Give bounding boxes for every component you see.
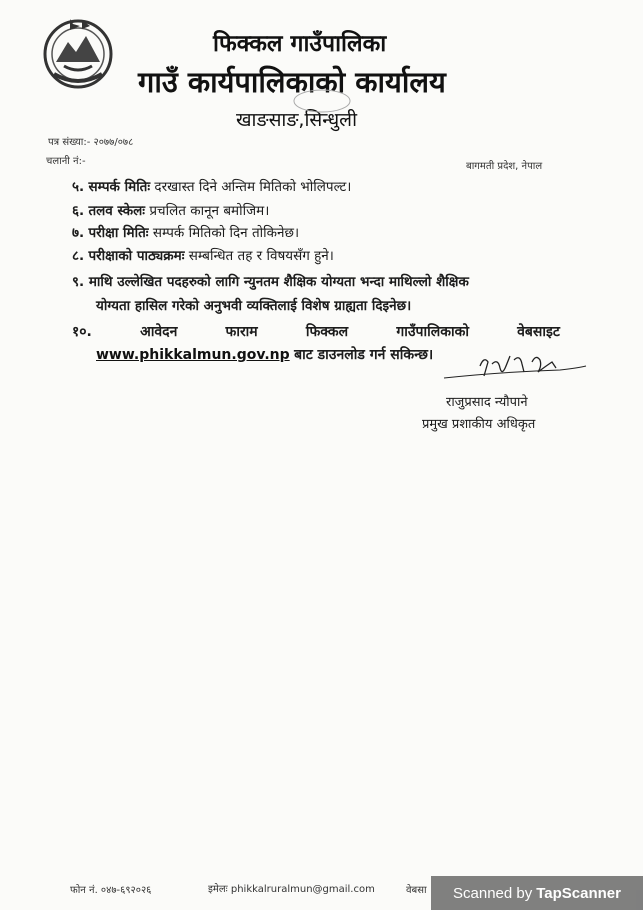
- faded-stamp-icon: [292, 88, 352, 114]
- signatory-designation: प्रमुख प्रशाकीय अधिकृत: [422, 417, 536, 432]
- office-address: खाङसाङ,सिन्धुली: [236, 109, 357, 131]
- footer-website-label: वेबसा: [406, 885, 427, 896]
- signature-icon: [440, 348, 590, 388]
- municipality-title: फिक्कल गाउँपालिका: [213, 31, 387, 57]
- item-text: बाट डाउनलोड गर्न सकिन्छ।: [294, 347, 434, 363]
- tapscanner-watermark: [431, 876, 643, 910]
- item-label: तलव स्केलः: [88, 203, 146, 219]
- list-item-10-continued: [96, 345, 433, 364]
- letter-number: पत्र संख्या:- २०७७/०७८: [48, 137, 134, 148]
- item-text: सम्बन्धित तह र विषयसँग हुने।: [188, 248, 334, 264]
- item-label: सम्पर्क मितिः: [88, 179, 151, 195]
- list-item-6: [72, 201, 269, 219]
- footer-email[interactable]: इमेलः phikkalruralmun@gmail.com: [208, 884, 375, 895]
- office-title: गाउँ कार्यपालिकाको कार्यालय: [138, 65, 446, 99]
- dispatch-number: चलानी नं:-: [46, 156, 86, 167]
- item-word: वेबसाइट: [517, 324, 560, 340]
- item-text: सम्पर्क मितिको दिन तोकिनेछ।: [152, 225, 300, 241]
- list-item-5: [72, 177, 351, 195]
- list-item-10: [72, 322, 560, 341]
- signatory-name: राजुप्रसाद न्यौपाने: [446, 395, 528, 410]
- watermark-brand: TapScanner: [536, 884, 621, 902]
- list-item-8: [72, 246, 334, 264]
- item-word: गाउँपालिकाको: [396, 324, 469, 340]
- item-text: दरखास्त दिने अन्तिम मितिको भोलिपल्ट।: [154, 179, 352, 195]
- item-number: ७.: [72, 225, 85, 241]
- watermark-prefix: Scanned by: [453, 884, 533, 902]
- item-word: फाराम: [225, 324, 258, 340]
- province-label: बागमती प्रदेश, नेपाल: [466, 161, 543, 172]
- website-link[interactable]: www.phikkalmun.gov.np: [96, 347, 290, 363]
- item-number: ९.: [72, 274, 85, 290]
- list-item-7: [72, 223, 299, 241]
- item-label: परीक्षा मितिः: [88, 225, 149, 241]
- item-number: ८.: [72, 248, 85, 264]
- item-text: प्रचलित कानून बमोजिम।: [149, 203, 270, 219]
- footer-phone: फोन नं. ०४७-६९२०२६: [70, 885, 152, 896]
- item-word: फिक्कल: [305, 324, 349, 340]
- item-text-line1: माथि उल्लेखित पदहरुको लागि न्युनतम शैक्षिक योग्यता भन्दा माथिल्लो शैक्षिक: [88, 274, 469, 290]
- list-item-9: [72, 272, 469, 290]
- item-word: आवेदन: [140, 324, 178, 340]
- item-number: ५.: [72, 179, 85, 195]
- item-number: ६.: [72, 203, 85, 219]
- item-number: १०.: [72, 324, 92, 340]
- item-label: परीक्षाको पाठ्यक्रमः: [88, 248, 185, 264]
- nepal-emblem-icon: [40, 14, 116, 90]
- list-item-9-continued: योग्यता हासिल गरेको अनुभवी व्यक्तिलाई विशेष ग्राह्यता दिइनेछ।: [96, 298, 412, 314]
